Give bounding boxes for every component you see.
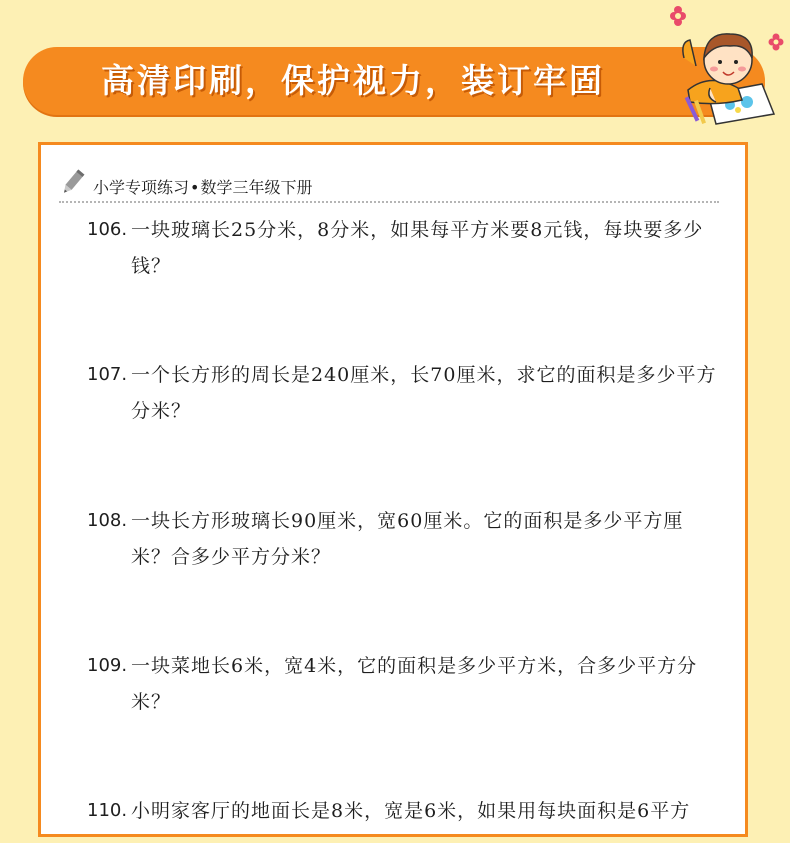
- subject-name: 数学三年级下册: [200, 178, 313, 197]
- question-text-line: 米？: [131, 691, 172, 713]
- worksheet-page: [38, 142, 748, 837]
- question-number: 107.: [87, 364, 128, 385]
- question-text-line: 分米？: [131, 400, 192, 422]
- question-number: 110.: [87, 800, 128, 821]
- question-number: 108.: [87, 510, 128, 531]
- header-dot: •: [190, 178, 200, 197]
- flower-icon: [769, 34, 784, 51]
- series-name: 小学专项练习: [93, 178, 190, 197]
- question-text-line: 钱？: [131, 255, 172, 277]
- flower-icon: [670, 6, 686, 26]
- pencil-icon: [59, 167, 87, 197]
- question-number: 106.: [87, 219, 128, 240]
- page-header: [59, 167, 719, 203]
- question-text-line: 一块玻璃长25分米，8分米，如果每平方米要8元钱，每块要多少: [131, 219, 704, 241]
- header-text: [93, 175, 312, 198]
- question-number: 109.: [87, 655, 128, 676]
- question-text-line: 一个长方形的周长是240厘米，长70厘米，求它的面积是多少平方: [131, 364, 717, 386]
- question-text-line: 一块长方形玻璃长90厘米，宽60厘米。它的面积是多少平方厘: [131, 510, 684, 532]
- banner-title: 高清印刷，保护视力，装订牢固: [101, 61, 605, 100]
- question-text-line: 米？合多少平方分米？: [131, 546, 332, 568]
- question-text-line: 小明家客厅的地面长是8米，宽是6米，如果用每块面积是6平方: [131, 800, 691, 822]
- question-text-line: 一块菜地长6米，宽4米，它的面积是多少平方米，合多少平方分: [131, 655, 698, 677]
- child-drawing-illustration: [650, 2, 790, 132]
